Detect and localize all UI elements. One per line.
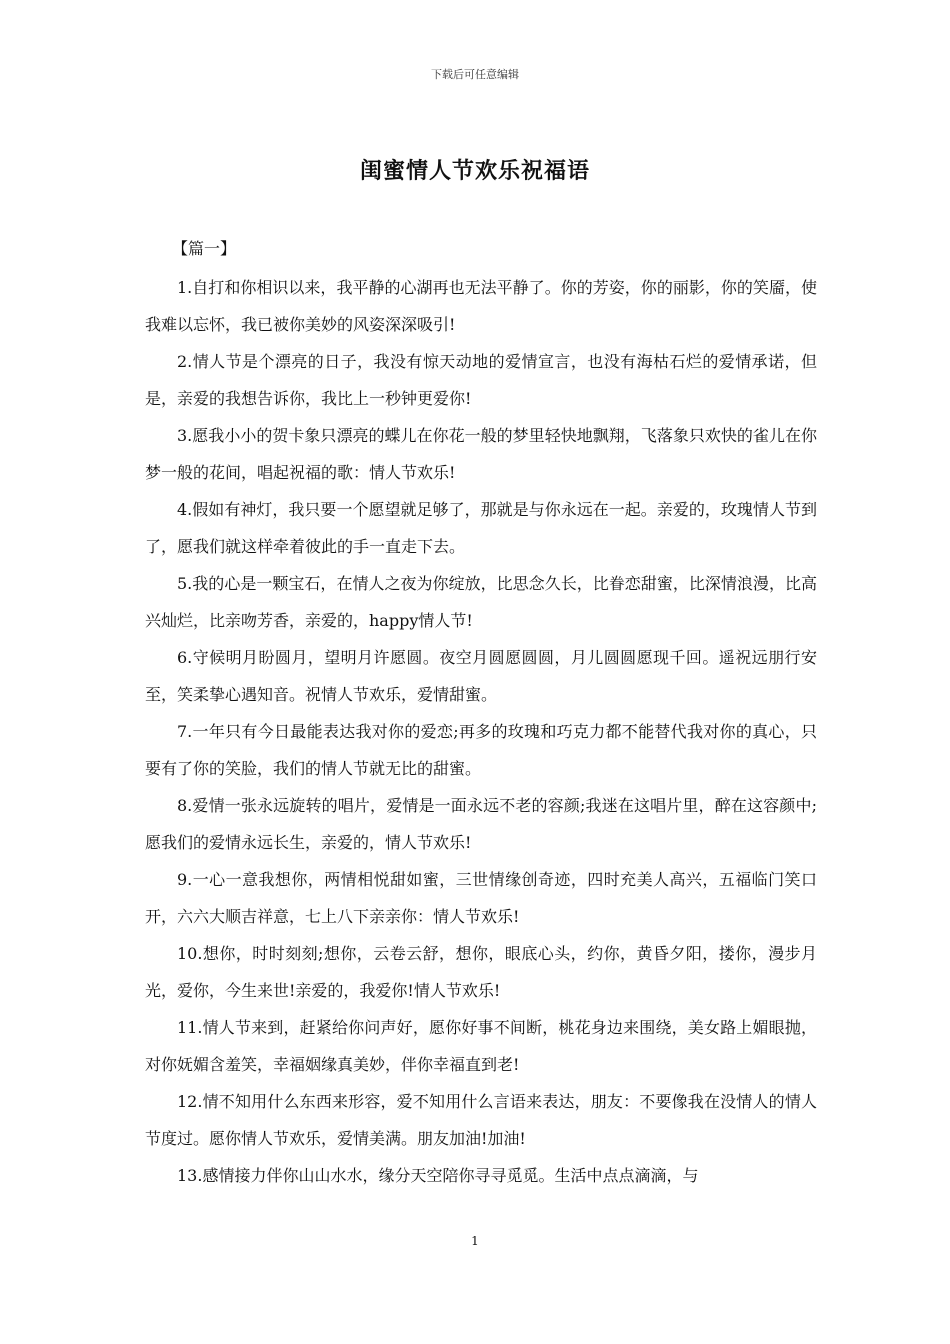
paragraph-6: 6.守候明月盼圆月，望明月许愿圆。夜空月圆愿圆圆，月儿圆圆愿现千回。遥祝远朋行安至，笑柔挚心遇知音。祝情人节欢乐，爱情甜蜜。 [145, 648, 817, 704]
paragraph-1: 1.自打和你相识以来，我平静的心湖再也无法平静了。你的芳姿，你的丽影，你的笑靥，使我难以忘怀，我已被你美妙的风姿深深吸引! [145, 278, 817, 334]
paragraph-11: 11.情人节来到，赶紧给你问声好，愿你好事不间断，桃花身边来围绕，美女路上媚眼抛，对你妩媚含羞笑，幸福姻缘真美妙，伴你幸福直到老! [145, 1018, 817, 1074]
paragraph-8: 8.爱情一张永远旋转的唱片，爱情是一面永远不老的容颜;我迷在这唱片里，醉在这容颜中;愿我们的爱情永远长生，亲爱的，情人节欢乐! [145, 796, 817, 852]
paragraph-9: 9.一心一意我想你，两情相悦甜如蜜，三世情缘创奇迹，四时充美人高兴，五福临门笑口开，六六大顺吉祥意，七上八下亲亲你：情人节欢乐! [145, 870, 817, 926]
paragraph-2: 2.情人节是个漂亮的日子，我没有惊天动地的爱情宣言，也没有海枯石烂的爱情承诺，但是，亲爱的我想告诉你，我比上一秒钟更爱你! [145, 352, 817, 408]
page-number: 1 [471, 1234, 479, 1248]
document-body [145, 269, 817, 1194]
paragraph-13: 13.感情接力伴你山山水水，缘分天空陪你寻寻觅觅。生活中点点滴滴，与 [177, 1166, 699, 1185]
paragraph-3: 3.愿我小小的贺卡象只漂亮的蝶儿在你花一般的梦里轻快地飘翔，飞落象只欢快的雀儿在你梦一般的花间，唱起祝福的歌：情人节欢乐! [145, 426, 817, 482]
section-label: 【篇一】 [172, 239, 237, 258]
paragraph-10: 10.想你，时时刻刻;想你，云卷云舒，想你，眼底心头，约你，黄昏夕阳，搂你，漫步月光，爱你，今生来世!亲爱的，我爱你!情人节欢乐! [145, 944, 817, 1000]
paragraph-12: 12.情不知用什么东西来形容，爱不知用什么言语来表达，朋友：不要像我在没情人的情人节度过。愿你情人节欢乐，爱情美满。朋友加油!加油! [145, 1092, 817, 1148]
document-title: 闺蜜情人节欢乐祝福语 [359, 158, 590, 184]
paragraph-5: 5.我的心是一颗宝石，在情人之夜为你绽放，比思念久长，比眷恋甜蜜，比深情浪漫，比高兴灿烂，比亲吻芳香，亲爱的，happy情人节! [145, 574, 817, 630]
paragraph-4: 4.假如有神灯，我只要一个愿望就足够了，那就是与你永远在一起。亲爱的，玫瑰情人节到了，愿我们就这样牵着彼此的手一直走下去。 [145, 500, 817, 556]
paragraph-7: 7.一年只有今日最能表达我对你的爱恋;再多的玫瑰和巧克力都不能替代我对你的真心，只要有了你的笑脸，我们的情人节就无比的甜蜜。 [145, 722, 817, 778]
header-note: 下载后可任意编辑 [431, 68, 519, 81]
